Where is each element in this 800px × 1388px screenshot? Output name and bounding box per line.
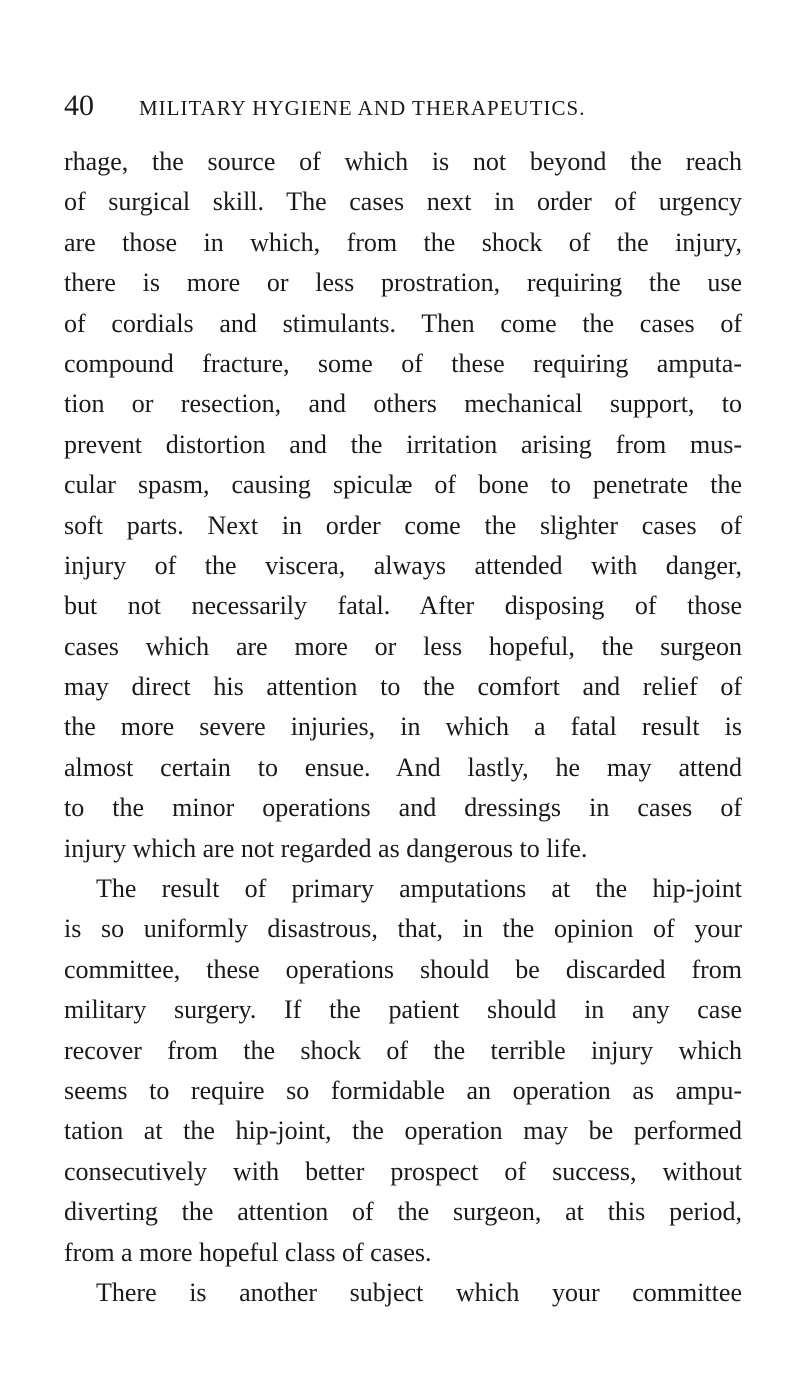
book-page — [64, 86, 742, 1313]
body-text — [64, 142, 742, 1313]
text-line: the more severe injuries, in which a fatal result is — [64, 712, 742, 742]
text-line: rhage, the source of which is not beyond the reach — [64, 147, 742, 176]
text-line: to the minor operations and dressings in cases of — [64, 793, 742, 823]
running-head — [64, 86, 742, 126]
text-line: prevent distortion and the irritation arising from mus- — [64, 429, 742, 459]
text-line: are those in which, from the shock of the injury, — [64, 227, 742, 257]
text-line: consecutively with better prospect of success, without — [64, 1156, 742, 1186]
text-line: tation at the hip-joint, the operation may be performed — [64, 1116, 742, 1146]
text-line: recover from the shock of the terrible injury which — [64, 1035, 742, 1065]
paragraph-first-line: There is another subject which your committee — [96, 1277, 742, 1307]
text-line: compound fracture, some of these requiring amputa- — [64, 348, 742, 378]
text-line: almost certain to ensue. And lastly, he may attend — [64, 752, 742, 782]
paragraph-first-line: The result of primary amputations at the hip-joint — [96, 874, 742, 904]
text-line: cular spasm, causing spiculæ of bone to penetrate the — [64, 470, 742, 500]
text-line: seems to require so formidable an operation as ampu- — [64, 1075, 742, 1105]
text-line: injury of the viscera, always attended with danger, — [64, 550, 742, 580]
text-line: diverting the attention of the surgeon, at this period, — [64, 1197, 742, 1227]
text-line: but not necessarily fatal. After disposing of those — [64, 591, 742, 621]
text-line: from a more hopeful class of cases. — [64, 1237, 432, 1267]
text-line: of surgical skill. The cases next in order of urgency — [64, 187, 742, 217]
running-title: MILITARY HYGIENE AND THERAPEUTICS. — [139, 96, 586, 120]
text-line: injury which are not regarded as dangerous to life. — [64, 833, 588, 863]
text-line: committee, these operations should be discarded from — [64, 954, 742, 984]
text-line: tion or resection, and others mechanical support, to — [64, 389, 742, 419]
text-line: of cordials and stimulants. Then come the cases of — [64, 308, 742, 338]
text-line: there is more or less prostration, requiring the use — [64, 268, 742, 298]
page-number: 40 — [64, 89, 94, 122]
text-line: soft parts. Next in order come the slighter cases of — [64, 510, 742, 540]
text-line: may direct his attention to the comfort and relief of — [64, 672, 742, 702]
text-line: cases which are more or less hopeful, the surgeon — [64, 631, 742, 661]
text-line: military surgery. If the patient should in any case — [64, 995, 742, 1025]
text-line: is so uniformly disastrous, that, in the opinion of your — [64, 914, 742, 944]
